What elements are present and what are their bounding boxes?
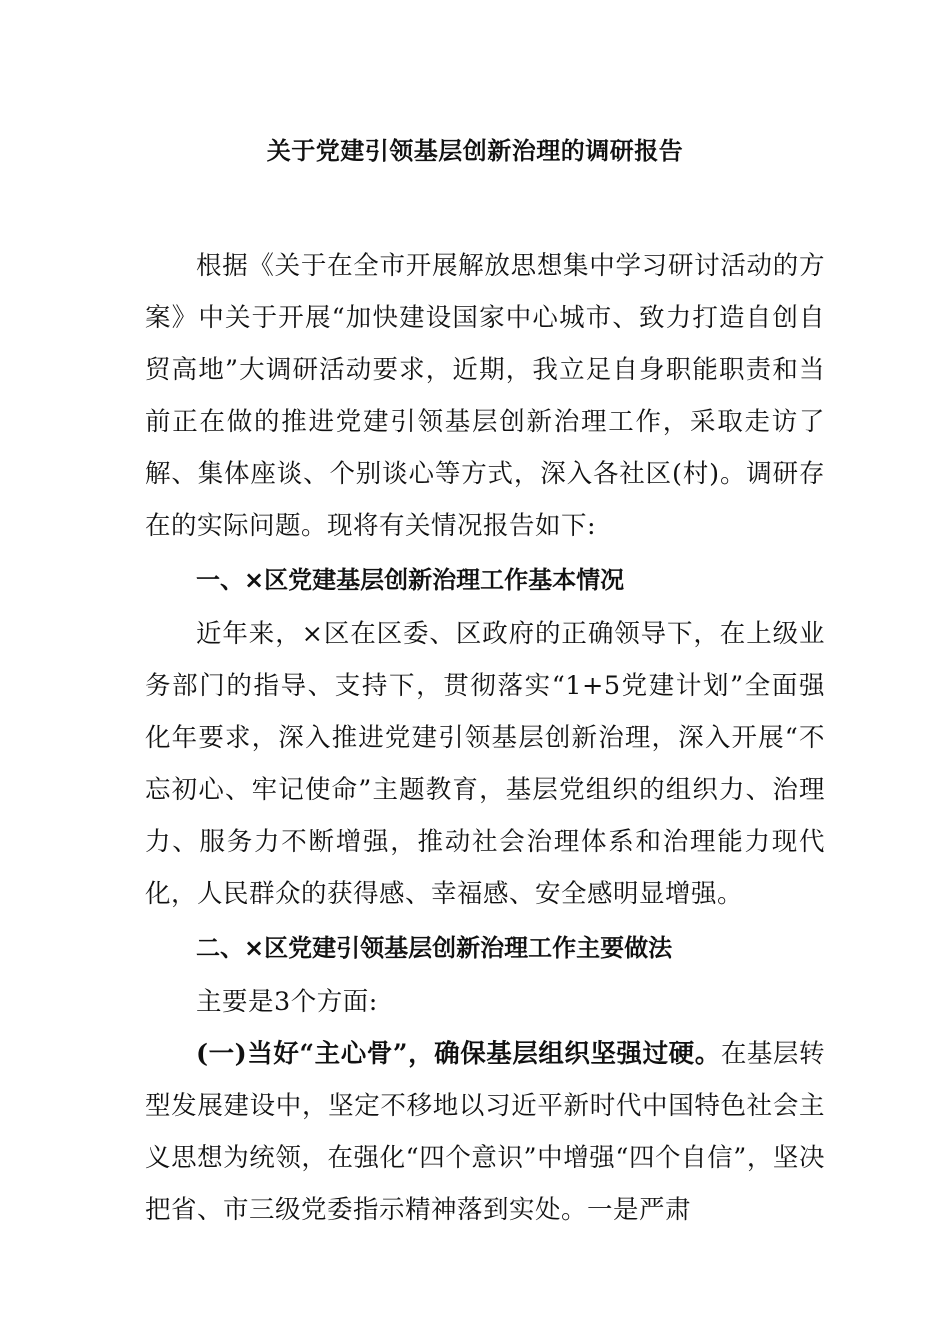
section-2-heading: 二、×区党建引领基层创新治理工作主要做法 — [196, 934, 673, 962]
document-body — [145, 240, 825, 1236]
section-2-item-1 — [145, 1028, 825, 1236]
item-1-text: 在基层转型发展建设中，坚定不移地以习近平新时代中国特色社会主义思想为统领，在强化“四个意识”中增强“四个自信”，坚决把省、市三级党委指示精神落到实处。一是严肃 — [145, 1039, 825, 1225]
intro-paragraph: 根据《关于在全市开展解放思想集中学习研讨活动的方案》中关于开展“加快建设国家中心城市、致力打造自创自贸高地”大调研活动要求，近期，我立足自身职能职责和当前正在做的推进党建引领基层创新治理工作，采取走访了解、集体座谈、个别谈心等方式，深入各社区(村)。调研存在的实际问题。现将有关情况报告如下: — [145, 251, 825, 541]
section-1-paragraph: 近年来，×区在区委、区政府的正确领导下，在上级业务部门的指导、支持下，贯彻落实“1+5党建计划”全面强化年要求，深入推进党建引领基层创新治理，深入开展“不忘初心、牢记使命”主题教育，基层党组织的组织力、治理力、服务力不断增强，推动社会治理体系和治理能力现代化，人民群众的获得感、幸福感、安全感明显增强。 — [145, 619, 825, 909]
item-1-lead: (一)当好“主心骨”，确保基层组织坚强过硬。 — [196, 1039, 721, 1069]
section-1-heading: 一、×区党建基层创新治理工作基本情况 — [196, 566, 625, 594]
section-2-intro: 主要是3个方面: — [196, 987, 378, 1017]
document-title: 关于党建引领基层创新治理的调研报告 — [266, 137, 684, 165]
